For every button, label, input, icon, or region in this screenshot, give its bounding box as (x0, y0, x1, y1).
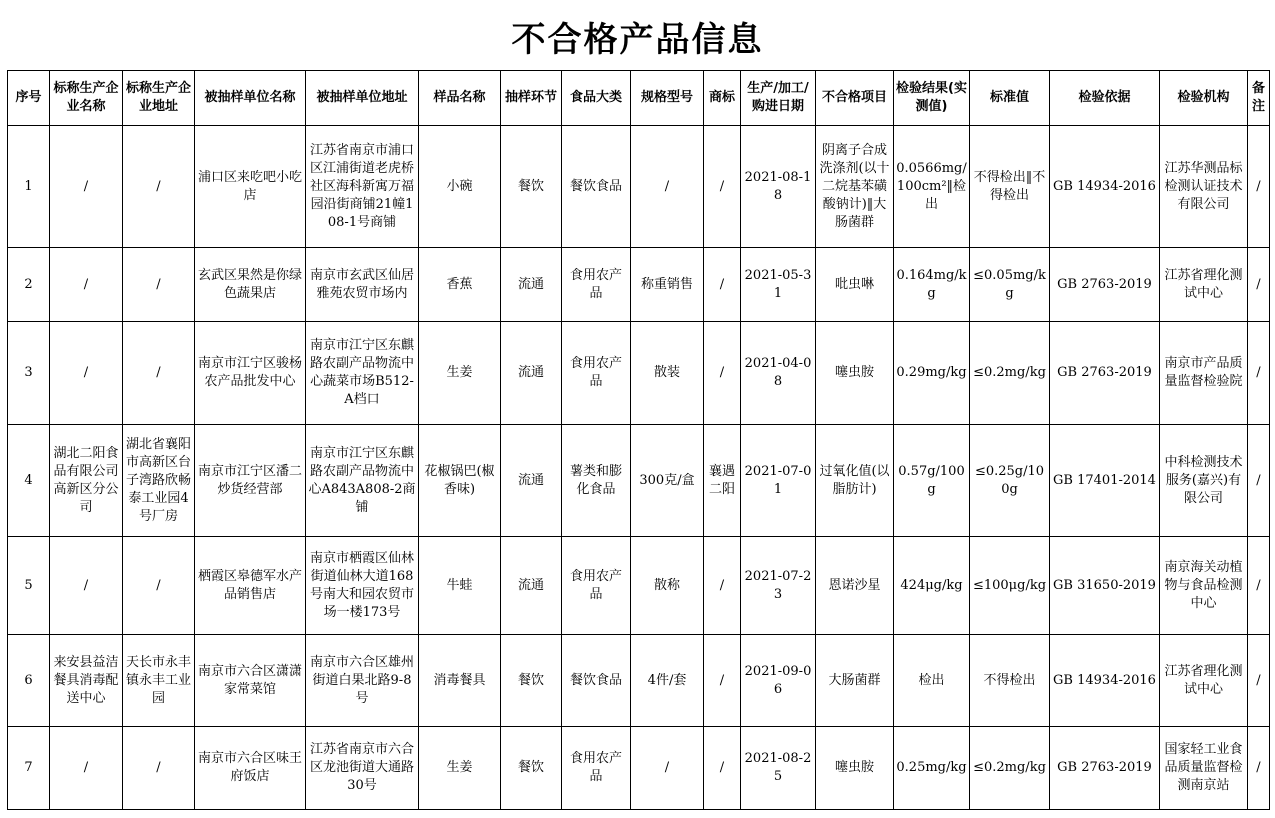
table-cell: / (631, 126, 704, 248)
table-row (8, 425, 1270, 537)
table-cell: 7 (8, 727, 50, 810)
table-cell: 3 (8, 322, 50, 425)
table-cell: ≤0.2mg/kg (970, 727, 1050, 810)
table-cell: / (631, 727, 704, 810)
table-cell: ≤0.25g/100g (970, 425, 1050, 537)
table-cell: 0.25mg/kg (894, 727, 970, 810)
table-cell: 0.57g/100g (894, 425, 970, 537)
header-cell: 被抽样单位名称 (195, 71, 306, 126)
table-cell: 0.164mg/kg (894, 248, 970, 322)
table-header-row (8, 71, 1270, 126)
table-cell: 噻虫胺 (816, 727, 894, 810)
table-cell: / (704, 126, 741, 248)
table-row (8, 322, 1270, 425)
header-cell: 标称生产企业地址 (123, 71, 195, 126)
table-row (8, 537, 1270, 635)
table-row (8, 126, 1270, 248)
table-cell: 4件/套 (631, 635, 704, 727)
table-cell: 南京市江宁区东麒路农副产品物流中心A843A808-2商铺 (306, 425, 419, 537)
table-cell: 南京海关动植物与食品检测中心 (1160, 537, 1248, 635)
table-cell: 2021-07-01 (741, 425, 816, 537)
header-cell: 备注 (1248, 71, 1270, 126)
table-cell: / (1248, 635, 1270, 727)
page-title: 不合格产品信息 (511, 20, 764, 60)
table-cell: GB 2763-2019 (1050, 322, 1160, 425)
table-cell: / (1248, 425, 1270, 537)
table-cell: / (1248, 248, 1270, 322)
table-cell: 南京市产品质量监督检验院 (1160, 322, 1248, 425)
table-cell: 消毒餐具 (419, 635, 501, 727)
table-cell: 南京市江宁区骏杨农产品批发中心 (195, 322, 306, 425)
table-cell: GB 17401-2014 (1050, 425, 1160, 537)
table-cell: / (50, 248, 123, 322)
header-cell: 检验机构 (1160, 71, 1248, 126)
table-cell: 南京市六合区雄州街道白果北路9-8号 (306, 635, 419, 727)
table-cell: 吡虫啉 (816, 248, 894, 322)
header-cell: 抽样环节 (501, 71, 562, 126)
table-cell: 食用农产品 (562, 537, 631, 635)
header-cell: 样品名称 (419, 71, 501, 126)
table-cell: 2021-09-06 (741, 635, 816, 727)
table-cell: / (1248, 126, 1270, 248)
table-cell: 食用农产品 (562, 322, 631, 425)
table-cell: 恩诺沙星 (816, 537, 894, 635)
table-cell: 2021-07-23 (741, 537, 816, 635)
table-cell: 南京市六合区潇潇家常菜馆 (195, 635, 306, 727)
table-cell: / (704, 248, 741, 322)
table-cell: / (50, 727, 123, 810)
table-cell: / (123, 248, 195, 322)
table-cell: 南京市六合区味王府饭店 (195, 727, 306, 810)
table-cell: 南京市玄武区仙居雅苑农贸市场内 (306, 248, 419, 322)
table-row (8, 727, 1270, 810)
table-cell: 玄武区果然是你绿色蔬果店 (195, 248, 306, 322)
table-cell: / (123, 126, 195, 248)
header-cell: 标称生产企业名称 (50, 71, 123, 126)
table-cell: 餐饮食品 (562, 635, 631, 727)
table-cell: / (123, 322, 195, 425)
table-row (8, 635, 1270, 727)
table-cell: 300克/盒 (631, 425, 704, 537)
table-cell: 0.29mg/kg (894, 322, 970, 425)
table-cell: GB 2763-2019 (1050, 727, 1160, 810)
table-cell: 食用农产品 (562, 248, 631, 322)
table-cell: 江苏省南京市六合区龙池街道大通路30号 (306, 727, 419, 810)
table-cell: 湖北省襄阳市高新区台子湾路欣畅泰工业园4号厂房 (123, 425, 195, 537)
table-cell: / (1248, 537, 1270, 635)
table-cell: 检出 (894, 635, 970, 727)
table-cell: ≤100μg/kg (970, 537, 1050, 635)
table-cell: 江苏华测品标检测认证技术有限公司 (1160, 126, 1248, 248)
table-cell: 江苏省南京市浦口区江浦街道老虎桥社区海科新寓万福园沿街商铺21幢108-1号商铺 (306, 126, 419, 248)
table-cell: GB 31650-2019 (1050, 537, 1160, 635)
header-cell: 检验依据 (1050, 71, 1160, 126)
table-cell: 1 (8, 126, 50, 248)
table-cell: 江苏省理化测试中心 (1160, 635, 1248, 727)
table-cell: 流通 (501, 425, 562, 537)
header-cell: 不合格项目 (816, 71, 894, 126)
table-cell: / (704, 727, 741, 810)
header-cell: 规格型号 (631, 71, 704, 126)
table-cell: 生姜 (419, 322, 501, 425)
table-cell: 噻虫胺 (816, 322, 894, 425)
table-cell: 浦口区来吃吧小吃店 (195, 126, 306, 248)
table-cell: GB 14934-2016 (1050, 635, 1160, 727)
header-cell: 商标 (704, 71, 741, 126)
table-cell: 5 (8, 537, 50, 635)
table-cell: 6 (8, 635, 50, 727)
table-cell: 2 (8, 248, 50, 322)
table-cell: 香蕉 (419, 248, 501, 322)
header-cell: 食品大类 (562, 71, 631, 126)
table-cell: 2021-05-31 (741, 248, 816, 322)
table-cell: 散装 (631, 322, 704, 425)
table-cell: / (704, 635, 741, 727)
table-cell: 栖霞区皋德军水产品销售店 (195, 537, 306, 635)
header-cell: 被抽样单位地址 (306, 71, 419, 126)
table-cell: 过氧化值(以脂肪计) (816, 425, 894, 537)
table-cell: 阴离子合成洗涤剂(以十二烷基苯磺酸钠计)‖大肠菌群 (816, 126, 894, 248)
table-cell: 中科检测技术服务(嘉兴)有限公司 (1160, 425, 1248, 537)
table-cell: 餐饮 (501, 727, 562, 810)
table-cell: 天长市永丰镇永丰工业园 (123, 635, 195, 727)
header-cell: 标准值 (970, 71, 1050, 126)
table-cell: 424μg/kg (894, 537, 970, 635)
table-cell: 不得检出‖不得检出 (970, 126, 1050, 248)
table-cell: 流通 (501, 248, 562, 322)
table-cell: 襄遇二阳 (704, 425, 741, 537)
table-cell: 流通 (501, 322, 562, 425)
table-cell: / (50, 537, 123, 635)
table-cell: 大肠菌群 (816, 635, 894, 727)
table-cell: 不得检出 (970, 635, 1050, 727)
table-cell: 国家轻工业食品质量监督检测南京站 (1160, 727, 1248, 810)
table-cell: 花椒锅巴(椒香味) (419, 425, 501, 537)
table-cell: 食用农产品 (562, 727, 631, 810)
table-cell: 餐饮 (501, 126, 562, 248)
unqualified-products-table (7, 70, 1270, 810)
table-cell: / (704, 322, 741, 425)
table-cell: / (50, 322, 123, 425)
table-cell: / (50, 126, 123, 248)
table-cell: 散称 (631, 537, 704, 635)
table-cell: 2021-08-18 (741, 126, 816, 248)
table-cell: 4 (8, 425, 50, 537)
table-cell: 南京市江宁区东麒路农副产品物流中心蔬菜市场B512-A档口 (306, 322, 419, 425)
table-cell: 牛蛙 (419, 537, 501, 635)
table-cell: 小碗 (419, 126, 501, 248)
table-cell: 0.0566mg/100cm²‖检出 (894, 126, 970, 248)
table-cell: / (704, 537, 741, 635)
table-cell: ≤0.05mg/kg (970, 248, 1050, 322)
table-cell: ≤0.2mg/kg (970, 322, 1050, 425)
table-cell: 生姜 (419, 727, 501, 810)
table-cell: 薯类和膨化食品 (562, 425, 631, 537)
header-cell: 序号 (8, 71, 50, 126)
table-cell: / (123, 727, 195, 810)
table-cell: 湖北二阳食品有限公司高新区分公司 (50, 425, 123, 537)
table-cell: 餐饮食品 (562, 126, 631, 248)
table-cell: 称重销售 (631, 248, 704, 322)
table-cell: 南京市栖霞区仙林街道仙林大道168号南大和园农贸市场一楼173号 (306, 537, 419, 635)
table-cell: GB 2763-2019 (1050, 248, 1160, 322)
table-cell: 来安县益洁餐具消毒配送中心 (50, 635, 123, 727)
table-cell: / (123, 537, 195, 635)
table-cell: / (1248, 322, 1270, 425)
table-cell: 江苏省理化测试中心 (1160, 248, 1248, 322)
table-cell: 2021-04-08 (741, 322, 816, 425)
table-cell: / (1248, 727, 1270, 810)
table-cell: 流通 (501, 537, 562, 635)
header-cell: 检验结果(实测值) (894, 71, 970, 126)
table-cell: 2021-08-25 (741, 727, 816, 810)
table-row (8, 248, 1270, 322)
table-cell: 南京市江宁区潘二炒货经营部 (195, 425, 306, 537)
table-cell: 餐饮 (501, 635, 562, 727)
header-cell: 生产/加工/购进日期 (741, 71, 816, 126)
table-cell: GB 14934-2016 (1050, 126, 1160, 248)
